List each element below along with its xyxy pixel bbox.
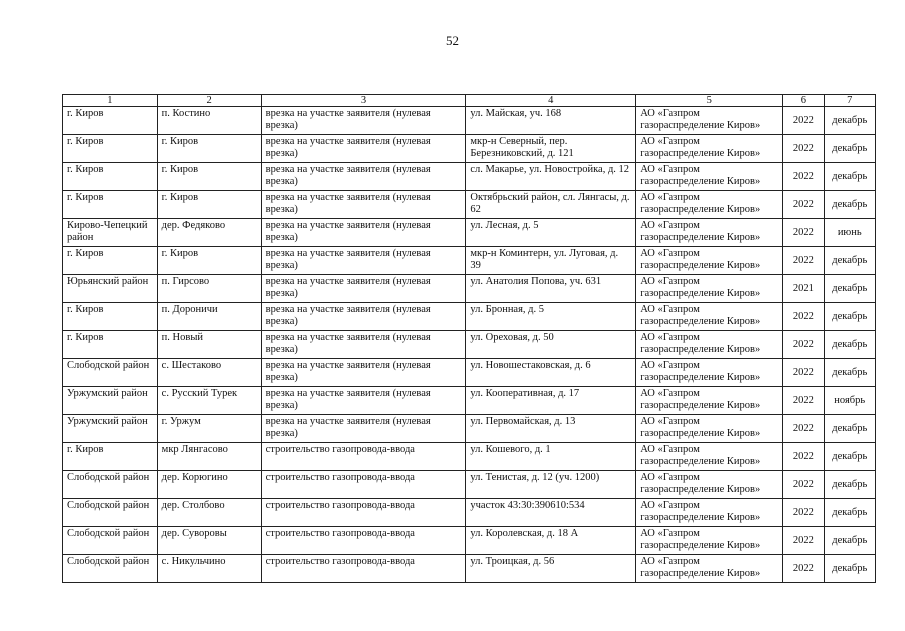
address-cell: сл. Макарье, ул. Новостройка, д. 12 (466, 163, 636, 191)
page-number: 52 (446, 33, 459, 48)
year-cell: 2022 (783, 191, 824, 219)
address-cell: ул. Новошестаковская, д. 6 (466, 359, 636, 387)
settlement-cell: г. Киров (157, 247, 261, 275)
year-cell: 2022 (783, 163, 824, 191)
address-cell: ул. Первомайская, д. 13 (466, 415, 636, 443)
organization-cell: АО «Газпром газораспределение Киров» (636, 331, 783, 359)
work-type-cell: врезка на участке заявителя (нулевая врезка) (261, 191, 466, 219)
table-row (63, 107, 876, 135)
district-cell: Слободской район (63, 555, 158, 583)
organization-cell: АО «Газпром газораспределение Киров» (636, 191, 783, 219)
month-cell: декабрь (824, 527, 876, 555)
district-cell: г. Киров (63, 135, 158, 163)
organization-cell: АО «Газпром газораспределение Киров» (636, 499, 783, 527)
organization-cell: АО «Газпром газораспределение Киров» (636, 415, 783, 443)
address-cell: ул. Ореховая, д. 50 (466, 331, 636, 359)
column-header-6: 6 (783, 95, 824, 107)
work-type-cell: врезка на участке заявителя (нулевая врезка) (261, 219, 466, 247)
month-cell: ноябрь (824, 387, 876, 415)
district-cell: г. Киров (63, 247, 158, 275)
month-cell: декабрь (824, 331, 876, 359)
year-cell: 2022 (783, 107, 824, 135)
year-cell: 2022 (783, 331, 824, 359)
table-row (63, 163, 876, 191)
month-cell: декабрь (824, 415, 876, 443)
work-type-cell: врезка на участке заявителя (нулевая врезка) (261, 107, 466, 135)
settlement-cell: г. Киров (157, 135, 261, 163)
settlement-cell: дер. Федяково (157, 219, 261, 247)
work-type-cell: строительство газопровода-ввода (261, 499, 466, 527)
district-cell: Слободской район (63, 527, 158, 555)
address-cell: ул. Троицкая, д. 56 (466, 555, 636, 583)
address-cell: ул. Кооперативная, д. 17 (466, 387, 636, 415)
month-cell: декабрь (824, 359, 876, 387)
table-row (63, 303, 876, 331)
district-cell: г. Киров (63, 303, 158, 331)
month-cell: июнь (824, 219, 876, 247)
settlement-cell: г. Киров (157, 163, 261, 191)
address-cell: мкр-н Северный, пер. Березниковский, д. 121 (466, 135, 636, 163)
column-header-5: 5 (636, 95, 783, 107)
organization-cell: АО «Газпром газораспределение Киров» (636, 527, 783, 555)
work-type-cell: строительство газопровода-ввода (261, 555, 466, 583)
settlement-cell: п. Дороничи (157, 303, 261, 331)
table-row (63, 331, 876, 359)
organization-cell: АО «Газпром газораспределение Киров» (636, 443, 783, 471)
table-row (63, 247, 876, 275)
year-cell: 2022 (783, 247, 824, 275)
settlement-cell: с. Никульчино (157, 555, 261, 583)
district-cell: г. Киров (63, 191, 158, 219)
table-body (63, 107, 876, 583)
district-cell: г. Киров (63, 107, 158, 135)
organization-cell: АО «Газпром газораспределение Киров» (636, 275, 783, 303)
table-row (63, 443, 876, 471)
table-row (63, 135, 876, 163)
address-cell: ул. Бронная, д. 5 (466, 303, 636, 331)
settlement-cell: п. Гирсово (157, 275, 261, 303)
year-cell: 2022 (783, 443, 824, 471)
month-cell: декабрь (824, 471, 876, 499)
address-cell: ул. Королевская, д. 18 А (466, 527, 636, 555)
district-cell: г. Киров (63, 331, 158, 359)
month-cell: декабрь (824, 191, 876, 219)
organization-cell: АО «Газпром газораспределение Киров» (636, 247, 783, 275)
organization-cell: АО «Газпром газораспределение Киров» (636, 135, 783, 163)
district-cell: Уржумский район (63, 415, 158, 443)
organization-cell: АО «Газпром газораспределение Киров» (636, 107, 783, 135)
month-cell: декабрь (824, 163, 876, 191)
work-type-cell: врезка на участке заявителя (нулевая врезка) (261, 135, 466, 163)
district-cell: Уржумский район (63, 387, 158, 415)
district-cell: Слободской район (63, 471, 158, 499)
column-header-2: 2 (157, 95, 261, 107)
district-cell: Юрьянский район (63, 275, 158, 303)
work-type-cell: врезка на участке заявителя (нулевая врезка) (261, 387, 466, 415)
year-cell: 2022 (783, 415, 824, 443)
table-row (63, 387, 876, 415)
year-cell: 2022 (783, 471, 824, 499)
table-row (63, 415, 876, 443)
month-cell: декабрь (824, 275, 876, 303)
organization-cell: АО «Газпром газораспределение Киров» (636, 303, 783, 331)
column-header-7: 7 (824, 95, 876, 107)
year-cell: 2022 (783, 359, 824, 387)
work-type-cell: врезка на участке заявителя (нулевая врезка) (261, 275, 466, 303)
table-row (63, 275, 876, 303)
table-row (63, 499, 876, 527)
month-cell: декабрь (824, 499, 876, 527)
settlement-cell: дер. Столбово (157, 499, 261, 527)
address-cell: мкр-н Коминтерн, ул. Луговая, д. 39 (466, 247, 636, 275)
work-type-cell: врезка на участке заявителя (нулевая врезка) (261, 163, 466, 191)
column-header-1: 1 (63, 95, 158, 107)
work-type-cell: врезка на участке заявителя (нулевая врезка) (261, 359, 466, 387)
month-cell: декабрь (824, 443, 876, 471)
month-cell: декабрь (824, 135, 876, 163)
work-type-cell: строительство газопровода-ввода (261, 443, 466, 471)
organization-cell: АО «Газпром газораспределение Киров» (636, 387, 783, 415)
year-cell: 2022 (783, 527, 824, 555)
work-type-cell: врезка на участке заявителя (нулевая врезка) (261, 247, 466, 275)
table-row (63, 191, 876, 219)
year-cell: 2022 (783, 135, 824, 163)
work-type-cell: строительство газопровода-ввода (261, 471, 466, 499)
year-cell: 2021 (783, 275, 824, 303)
address-cell: ул. Кошевого, д. 1 (466, 443, 636, 471)
table-header-row (63, 95, 876, 107)
settlement-cell: с. Шестаково (157, 359, 261, 387)
settlement-cell: дер. Суворовы (157, 527, 261, 555)
settlement-cell: мкр Лянгасово (157, 443, 261, 471)
organization-cell: АО «Газпром газораспределение Киров» (636, 163, 783, 191)
settlement-cell: г. Уржум (157, 415, 261, 443)
gas-connection-table (62, 94, 876, 583)
address-cell: ул. Майская, уч. 168 (466, 107, 636, 135)
work-type-cell: врезка на участке заявителя (нулевая врезка) (261, 331, 466, 359)
address-cell: ул. Тенистая, д. 12 (уч. 1200) (466, 471, 636, 499)
table-row (63, 555, 876, 583)
settlement-cell: с. Русский Турек (157, 387, 261, 415)
organization-cell: АО «Газпром газораспределение Киров» (636, 471, 783, 499)
year-cell: 2022 (783, 219, 824, 247)
month-cell: декабрь (824, 247, 876, 275)
organization-cell: АО «Газпром газораспределение Киров» (636, 219, 783, 247)
work-type-cell: врезка на участке заявителя (нулевая врезка) (261, 415, 466, 443)
column-header-3: 3 (261, 95, 466, 107)
year-cell: 2022 (783, 555, 824, 583)
month-cell: декабрь (824, 107, 876, 135)
year-cell: 2022 (783, 499, 824, 527)
organization-cell: АО «Газпром газораспределение Киров» (636, 555, 783, 583)
settlement-cell: п. Костино (157, 107, 261, 135)
address-cell: ул. Анатолия Попова, уч. 631 (466, 275, 636, 303)
work-type-cell: врезка на участке заявителя (нулевая врезка) (261, 303, 466, 331)
month-cell: декабрь (824, 303, 876, 331)
work-type-cell: строительство газопровода-ввода (261, 527, 466, 555)
district-cell: Кирово-Чепецкий район (63, 219, 158, 247)
district-cell: г. Киров (63, 443, 158, 471)
table-row (63, 527, 876, 555)
organization-cell: АО «Газпром газораспределение Киров» (636, 359, 783, 387)
year-cell: 2022 (783, 387, 824, 415)
year-cell: 2022 (783, 303, 824, 331)
table-row (63, 359, 876, 387)
district-cell: Слободской район (63, 359, 158, 387)
address-cell: ул. Лесная, д. 5 (466, 219, 636, 247)
column-header-4: 4 (466, 95, 636, 107)
address-cell: участок 43:30:390610:534 (466, 499, 636, 527)
settlement-cell: п. Новый (157, 331, 261, 359)
table-row (63, 471, 876, 499)
address-cell: Октябрьский район, сл. Лянгасы, д. 62 (466, 191, 636, 219)
district-cell: г. Киров (63, 163, 158, 191)
district-cell: Слободской район (63, 499, 158, 527)
table-row (63, 219, 876, 247)
settlement-cell: дер. Корюгино (157, 471, 261, 499)
month-cell: декабрь (824, 555, 876, 583)
settlement-cell: г. Киров (157, 191, 261, 219)
